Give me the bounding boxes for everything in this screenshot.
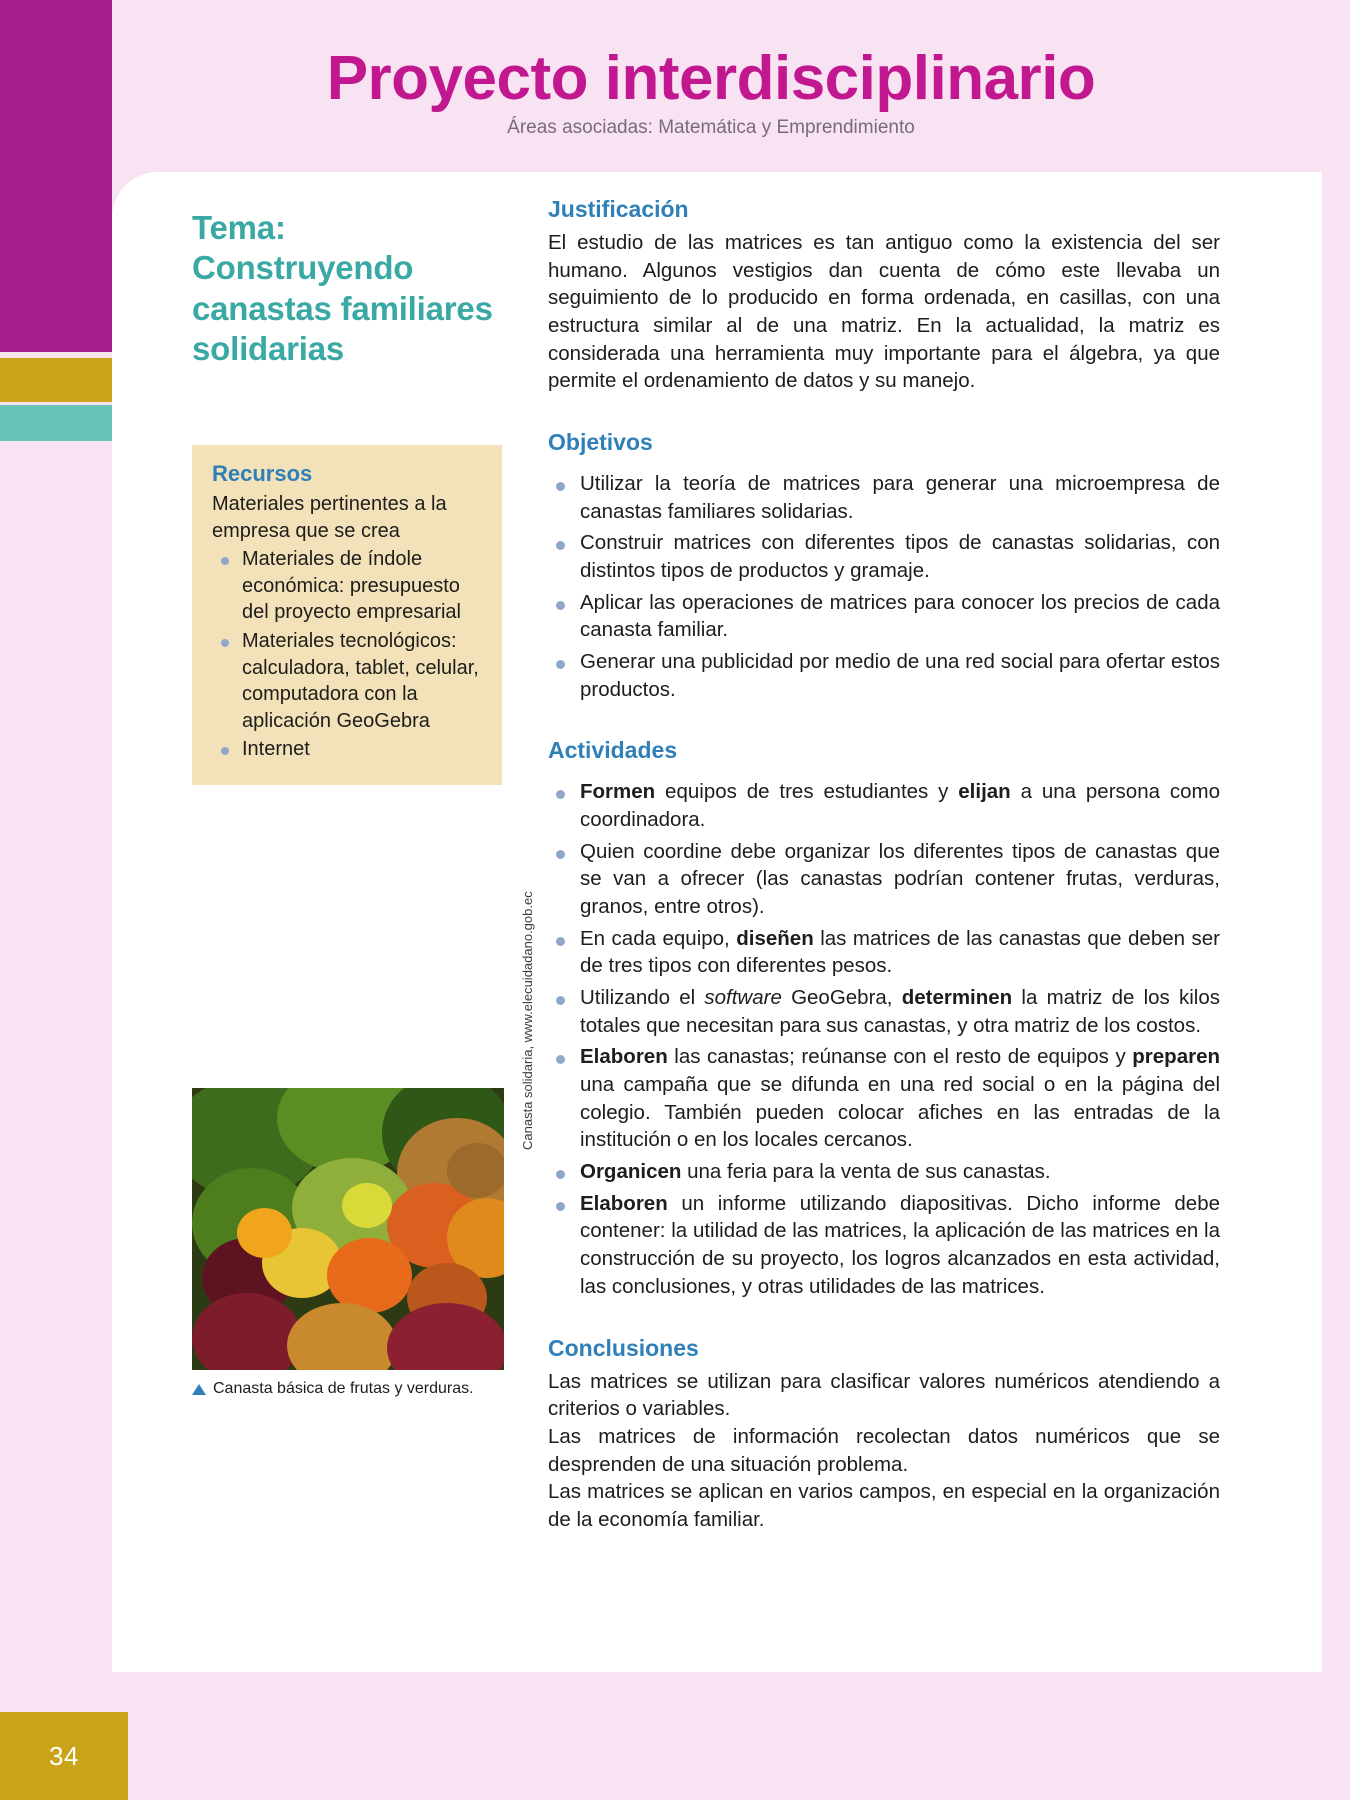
page-title: Proyecto interdisciplinario	[326, 44, 1096, 113]
list-item: Utilizando el software GeoGebra, determinen la matriz de los kilos totales que necesitan para sus canastas, y otra matriz de los costos.	[548, 984, 1220, 1039]
list-item: Aplicar las operaciones de matrices para conocer los precios de cada canasta familiar.	[548, 589, 1220, 644]
figure-caption-text: Canasta básica de frutas y verduras.	[213, 1380, 474, 1397]
justification-text: El estudio de las matrices es tan antiguo como la existencia del ser humano. Algunos vestigios dan cuenta de cómo este llevaba un seguimiento de lo producido en forma ordenada, en casillas, con una estructura similar al de una matriz. En la actualidad, la matriz es considerada una herramienta muy importante para el álgebra, ya que permite el ordenamiento de datos y su manejo.	[548, 231, 1220, 393]
list-item: Utilizar la teoría de matrices para generar una microempresa de canastas familiares solidarias.	[548, 470, 1220, 525]
list-item: Quien coordine debe organizar los diferentes tipos de canastas que se van a ofrecer (las canastas podrían contener frutas, verduras, granos, entre otros).	[548, 838, 1220, 921]
section-title-justificacion: Justificación	[548, 196, 689, 222]
list-item: Elaboren las canastas; reúnanse con el resto de equipos y preparen una campaña que se difunda en una red social o en la página del colegio. También pueden colocar afiches en las entradas de la institución o en los locales cercanos.	[548, 1043, 1220, 1154]
decor-band-teal	[0, 405, 112, 441]
list-item: Materiales de índole económica: presupuesto del proyecto empresarial	[212, 546, 482, 626]
page-header	[112, 46, 1310, 139]
list-item: Materiales tecnológicos: calculadora, tablet, celular, computadora con la aplicación GeoGebra	[212, 628, 482, 734]
conclusions-body	[548, 1368, 1220, 1534]
topic-heading: Tema: Construyendo canastas familiares solidarias	[192, 209, 493, 367]
section-title-conclusiones: Conclusiones	[548, 1334, 699, 1361]
list-item: Generar una publicidad por medio de una red social para ofertar estos productos.	[548, 648, 1220, 703]
resources-list	[212, 546, 482, 763]
right-column	[548, 196, 1220, 1534]
list-item: Elaboren un informe utilizando diapositivas. Dicho informe debe contener: la utilidad de las matrices, la aplicación de las matrices en la construcción de su proyecto, los logros alcanzados en esta actividad, las conclusiones, y otras utilidades de las matrices.	[548, 1190, 1220, 1301]
figure-caption	[192, 1380, 504, 1398]
objectives-list	[548, 470, 1220, 703]
list-item: Organicen una feria para la venta de sus canastas.	[548, 1158, 1220, 1186]
basket-photo	[192, 1088, 504, 1370]
section-title-objetivos: Objetivos	[548, 429, 653, 456]
section-title-actividades: Actividades	[548, 737, 678, 764]
photo-credit: Canasta solidaria, www.elecuidadano.gob.ec	[520, 891, 535, 1150]
conclusion-paragraph: Las matrices se utilizan para clasificar valores numéricos atendiendo a criterios o variables.	[548, 1369, 1220, 1421]
activities-list	[548, 778, 1220, 1300]
page-number-box	[0, 1712, 128, 1800]
conclusion-paragraph: Las matrices de información recolectan datos numéricos que se desprenden de una situación problema.	[548, 1424, 1220, 1476]
resources-box	[192, 445, 502, 785]
conclusion-paragraph: Las matrices se aplican en varios campos, en especial en la organización de la economía familiar.	[548, 1480, 1220, 1531]
list-item: En cada equipo, diseñen las matrices de las canastas que deben ser de tres tipos con diferentes pesos.	[548, 925, 1220, 980]
list-item: Construir matrices con diferentes tipos de canastas solidarias, con distintos tipos de productos y gramaje.	[548, 529, 1220, 584]
left-column	[192, 208, 502, 785]
list-item: Formen equipos de tres estudiantes y elijan a una persona como coordinadora.	[548, 778, 1220, 833]
resources-lead: Materiales pertinentes a la empresa que se crea	[212, 493, 447, 542]
bottom-strip	[128, 1712, 1350, 1800]
decor-band-gold	[0, 358, 112, 402]
list-item: Internet	[212, 736, 482, 763]
decor-band-magenta	[0, 0, 112, 352]
page-subtitle: Áreas asociadas: Matemática y Emprendimiento	[507, 117, 915, 139]
triangle-icon	[192, 1384, 206, 1395]
page-number: 34	[49, 1740, 79, 1771]
figure-basket	[192, 1088, 504, 1398]
resources-title: Recursos	[212, 461, 313, 486]
